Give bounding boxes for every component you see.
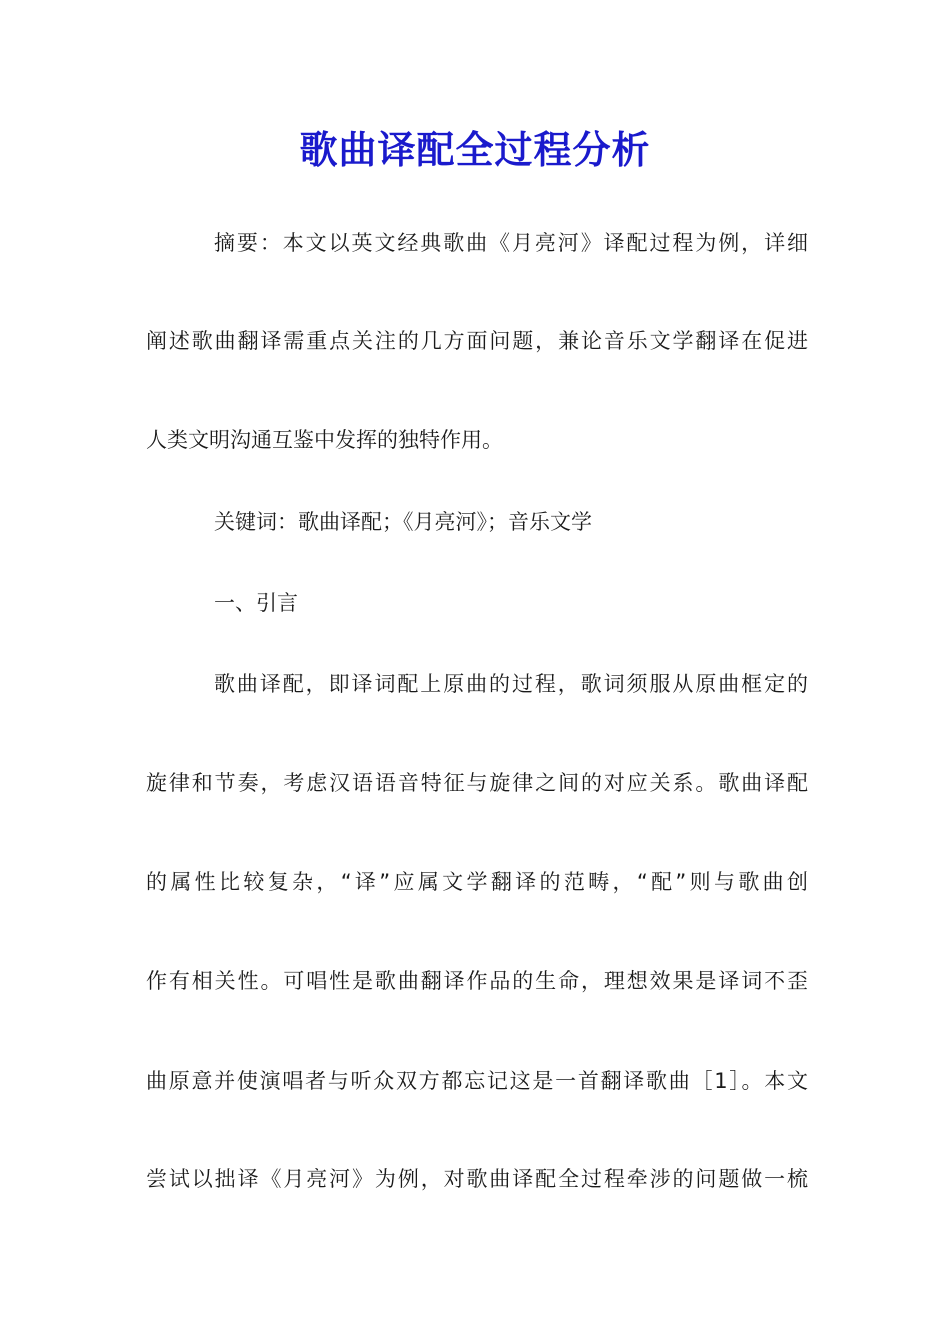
body-line: 尝试以拙译《月亮河》为例，对歌曲译配全过程牵涉的问题做一梳 <box>146 1167 808 1191</box>
body-line: 旋律和节奏，考虑汉语语音特征与旋律之间的对应关系。歌曲译配 <box>146 771 808 795</box>
abstract-line: 阐述歌曲翻译需重点关注的几方面问题，兼论音乐文学翻译在促进 <box>146 329 808 353</box>
document-title: 歌曲译配全过程分析 <box>299 127 651 172</box>
section-heading: 一、引言 <box>214 591 298 615</box>
body-line: 歌曲译配，即译词配上原曲的过程，歌词须服从原曲框定的 <box>214 672 808 696</box>
keywords: 关键词：歌曲译配；《月亮河》；音乐文学 <box>214 510 592 534</box>
abstract-line: 人类文明沟通互鉴中发挥的独特作用。 <box>146 428 503 452</box>
body-line: 作有相关性。可唱性是歌曲翻译作品的生命，理想效果是译词不歪 <box>146 969 808 993</box>
body-line: 曲原意并使演唱者与听众双方都忘记这是一首翻译歌曲［1］。本文 <box>146 1069 808 1093</box>
body-line: 的属性比较复杂，“译”应属文学翻译的范畴，“配”则与歌曲创 <box>146 870 808 894</box>
abstract-line: 摘要：本文以英文经典歌曲《月亮河》译配过程为例，详细 <box>214 231 808 255</box>
